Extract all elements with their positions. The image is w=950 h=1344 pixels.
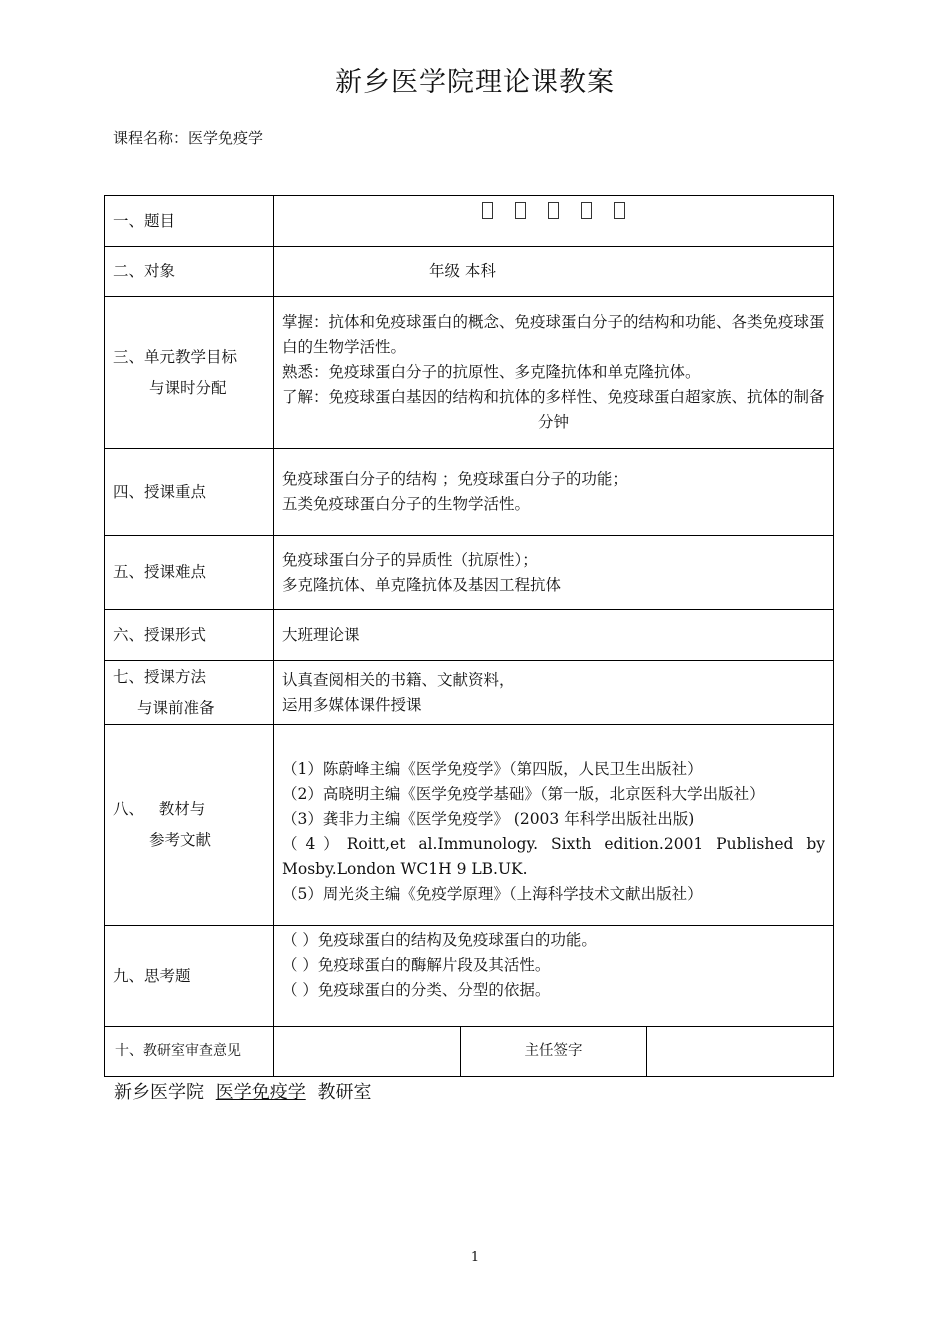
difficult-line2: 多克隆抗体、单克隆抗体及基因工程抗体 [282, 575, 562, 594]
refs-content [274, 725, 834, 926]
method-content [274, 661, 834, 725]
missing-glyph-icon [581, 202, 592, 219]
missing-glyphs [282, 202, 825, 219]
goals-understand: 了解：免疫球蛋白基因的结构和抗体的多样性、免疫球蛋白超家族、抗体的制备 [282, 388, 825, 406]
table-row [105, 1027, 834, 1077]
goals-label [105, 297, 274, 449]
keypoints-content [274, 449, 834, 536]
missing-glyph-icon [614, 202, 625, 219]
difficult-line1: 免疫球蛋白分子的异质性（抗原性）； [282, 550, 538, 569]
difficult-content [274, 536, 834, 610]
questions-label: 九、思考题 [105, 926, 274, 1027]
review-label: 十、教研室审查意见 [105, 1027, 274, 1077]
topic-value [274, 196, 834, 247]
table-row [105, 196, 834, 247]
questions-content [274, 926, 834, 1027]
method-label-line2: 与课前准备 [137, 698, 215, 717]
list-item: （ ）免疫球蛋白的分类、分型的依据。 [282, 981, 551, 999]
footer-office: 教研室 [317, 1082, 372, 1103]
difficult-label: 五、授课难点 [105, 536, 274, 610]
goals-familiar: 熟悉：免疫球蛋白分子的抗原性、多克隆抗体和单克隆抗体。 [282, 363, 701, 381]
target-value: 年级 本科 [429, 262, 496, 280]
method-label-line1: 七、授课方法 [113, 667, 207, 686]
keypoints-line2: 五类免疫球蛋白分子的生物学活性。 [282, 495, 531, 513]
footer-department: 医学免疫学 [215, 1082, 306, 1103]
table-row [105, 725, 834, 926]
refs-label-line1: 八、 教材与 [113, 800, 206, 818]
page-number: 1 [470, 1250, 480, 1265]
refs-label-line2: 参考文献 [149, 831, 212, 849]
table-row [105, 536, 834, 610]
method-line2: 运用多媒体课件授课 [282, 695, 422, 714]
missing-glyph-icon [548, 202, 559, 219]
review-field[interactable] [274, 1027, 461, 1077]
list-item: （2）高晓明主编《医学免疫学基础》（第一版，北京医科大学出版社） [282, 785, 765, 803]
form-value: 大班理论课 [274, 610, 834, 661]
table-row [105, 449, 834, 536]
missing-glyph-icon [515, 202, 526, 219]
sign-field[interactable] [647, 1027, 834, 1077]
goals-time: 分钟 [537, 413, 569, 431]
lesson-plan-table [104, 195, 834, 1077]
refs-label [105, 725, 274, 926]
method-line1: 认真查阅相关的书籍、文献资料， [282, 670, 515, 689]
footer [114, 1078, 371, 1104]
goals-label-line1: 三、单元教学目标 [113, 347, 238, 366]
sign-label: 主任签字 [460, 1027, 647, 1077]
missing-glyph-icon [482, 202, 493, 219]
list-item: （ ）免疫球蛋白的酶解片段及其活性。 [282, 956, 551, 974]
method-label [105, 661, 274, 725]
course-name: 课程名称：医学免疫学 [113, 129, 264, 147]
topic-label: 一、题目 [105, 196, 274, 247]
table-row [105, 297, 834, 449]
list-item: （ ）免疫球蛋白的结构及免疫球蛋白的功能。 [282, 931, 597, 949]
target-label: 二、对象 [105, 247, 274, 297]
table-row [105, 610, 834, 661]
keypoints-line1: 免疫球蛋白分子的结构 ；免疫球蛋白分子的功能； [282, 470, 628, 488]
keypoints-label: 四、授课重点 [105, 449, 274, 536]
table-row [105, 247, 834, 297]
table-row [105, 926, 834, 1027]
footer-institution: 新乡医学院 [114, 1082, 204, 1103]
list-item: （4）Roitt,et al.Immunology. Sixth edition.2001 Published by Mosby.London WC1H 9 LB.UK. [282, 835, 825, 878]
form-label: 六、授课形式 [105, 610, 274, 661]
goals-master: 掌握：抗体和免疫球蛋白的概念、免疫球蛋白分子的结构和功能、各类免疫球蛋白的生物学活性。 [282, 313, 825, 356]
goals-content [274, 297, 834, 449]
goals-label-line2: 与课时分配 [149, 378, 227, 397]
page-title: 新乡医学院理论课教案 [335, 67, 615, 98]
list-item: （5）周光炎主编《免疫学原理》（上海科学技术文献出版社） [282, 885, 703, 903]
list-item: （1）陈蔚峰主编《医学免疫学》（第四版，人民卫生出版社） [282, 760, 703, 778]
table-row [105, 661, 834, 725]
list-item: （3）龚非力主编《医学免疫学》 (2003 年科学出版社出版) [282, 810, 695, 828]
